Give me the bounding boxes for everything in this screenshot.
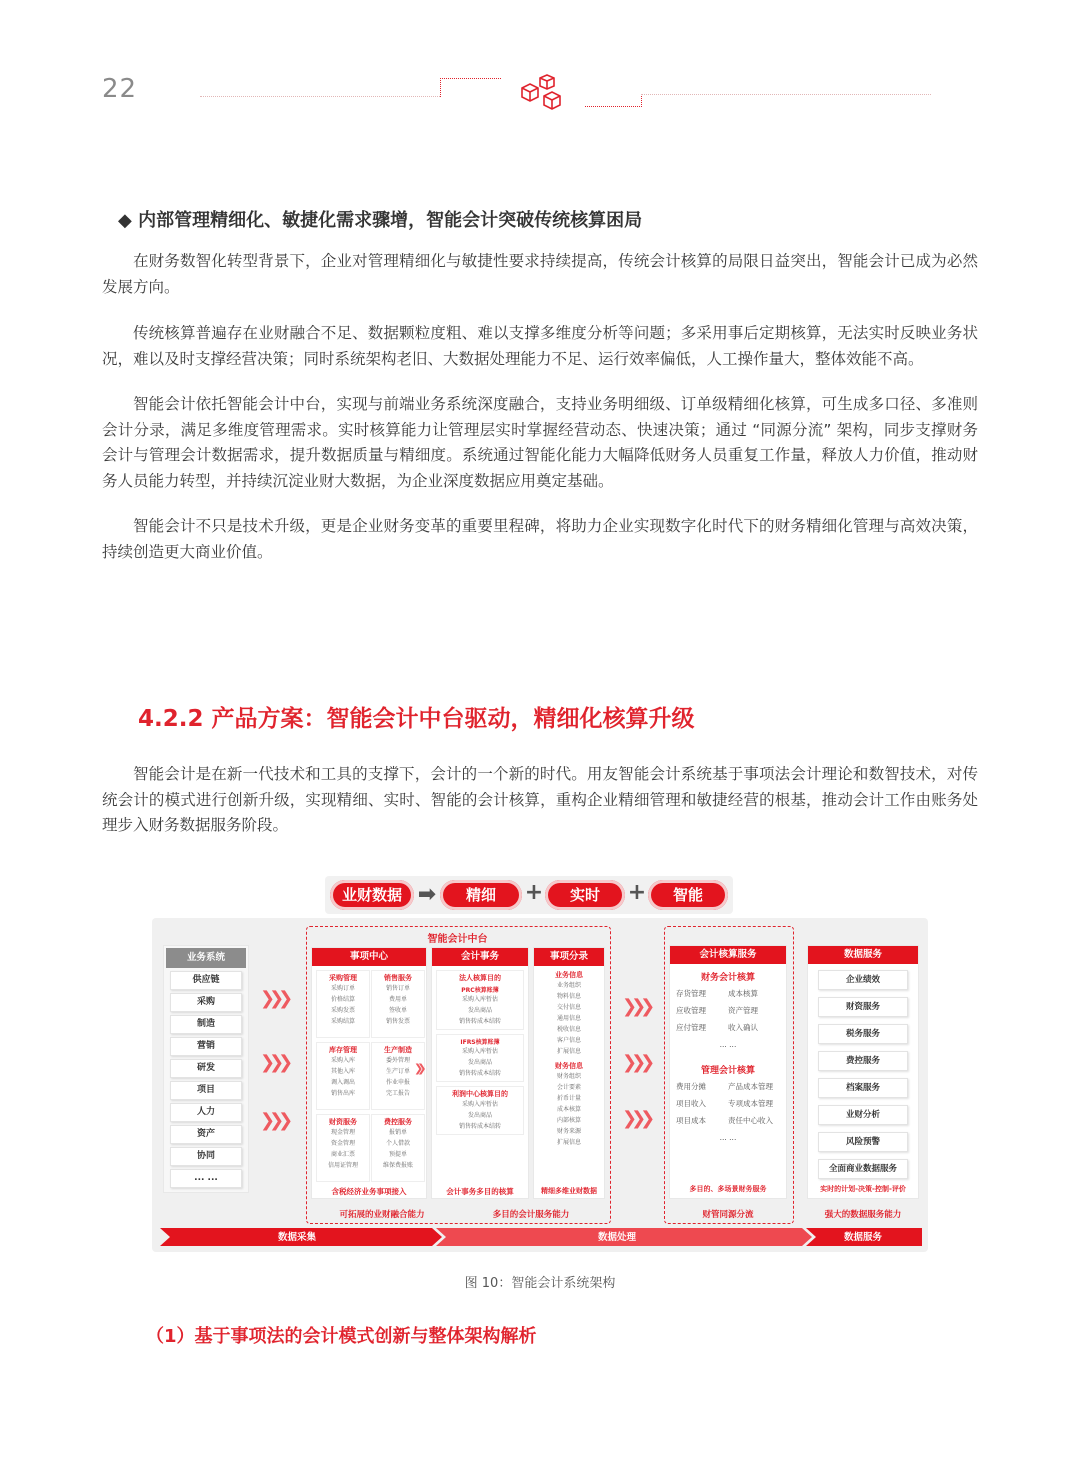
management-accounting-item: ... ... xyxy=(719,1133,737,1142)
data-service-panel xyxy=(808,946,918,1198)
affairs-group-subtitle: PRC核算账簿 xyxy=(461,987,499,994)
event-group xyxy=(371,1114,425,1182)
business-system-item: 供应链 xyxy=(170,971,242,990)
business-info-item: 交付信息 xyxy=(556,1004,581,1011)
event-group-item: 信用证管理 xyxy=(327,1162,358,1169)
management-accounting-title: 管理会计核算 xyxy=(700,1066,755,1076)
data-service-item: 财资服务 xyxy=(818,997,908,1017)
event-group-item: 预提单 xyxy=(388,1151,407,1158)
subheading-text: 内部管理精细化、敏捷化需求骤增，智能会计突破传统核算困局 xyxy=(138,210,643,231)
finance-info-item: 折币计量 xyxy=(556,1095,581,1102)
event-group-item: 其他入库 xyxy=(330,1068,355,1075)
affairs-group xyxy=(436,970,524,1030)
data-service-item: 全面商业数据服务 xyxy=(818,1159,908,1179)
event-group-item: 采购订单 xyxy=(330,985,355,992)
data-service-footer: 实时的计划-决策-控制-评价 xyxy=(820,1185,906,1193)
event-group-item: 采购结算 xyxy=(330,1018,355,1025)
event-group-item: 委外管理 xyxy=(385,1057,410,1064)
affairs-group-item: 发出商品 xyxy=(467,1112,492,1119)
business-info-item: 客户信息 xyxy=(556,1037,581,1044)
event-group-item: 调入调出 xyxy=(330,1079,355,1086)
paragraph-1: 在财务数智化转型背景下，企业对管理精细化与敏捷性要求持续提高，传统会计核算的局限日益突出，智能会计已成为必然发展方向。 xyxy=(102,252,978,296)
pill-business-data: 业财数据 xyxy=(330,880,414,910)
affairs-group-title: 法人核算目的 xyxy=(459,974,501,982)
header-step-left xyxy=(440,78,501,97)
page-number: 22 xyxy=(102,74,138,104)
finance-info-list xyxy=(534,1071,604,1148)
section-title: 4.2.2 产品方案：智能会计中台驱动，精细化核算升级 xyxy=(138,706,695,732)
header-rule-right xyxy=(641,94,931,95)
accounting-affairs-title: 会计事务 xyxy=(432,948,528,966)
same-source-split: 财管同源分流 xyxy=(702,1210,754,1220)
event-group-item: 报销单 xyxy=(388,1129,407,1136)
triple-chevron-icon: ❯❯❯ xyxy=(260,1110,288,1131)
accounting-service-panel xyxy=(670,946,786,1198)
business-system-item: 协同 xyxy=(170,1147,242,1166)
event-group-title: 销售服务 xyxy=(384,974,412,982)
arrow-right-icon: ➡ xyxy=(417,882,437,907)
affairs-group-item: 销售转成本结转 xyxy=(458,1018,501,1025)
cubes-logo-icon xyxy=(516,72,568,112)
finance-info-item: 成本核算 xyxy=(556,1106,581,1113)
accounting-affairs-panel xyxy=(432,948,528,1198)
plus-icon: + xyxy=(627,880,647,905)
finance-info-item: 财务组织 xyxy=(556,1073,581,1080)
finance-info-item: 内部核算 xyxy=(556,1117,581,1124)
affairs-group-item: 采购入库暂估 xyxy=(461,1048,498,1055)
event-group xyxy=(371,1042,425,1110)
business-systems-panel xyxy=(164,946,248,1192)
event-group-item: 个人借款 xyxy=(385,1140,410,1147)
event-center-title: 事项中心 xyxy=(312,948,426,966)
financial-accounting-item: 应收管理 xyxy=(676,1006,706,1015)
pill-realtime: 实时 xyxy=(545,880,625,910)
affairs-group-subtitle: IFRS核算账簿 xyxy=(460,1039,500,1046)
business-system-item: 营销 xyxy=(170,1037,242,1056)
middle-platform-title: 智能会计中台 xyxy=(427,934,488,945)
business-system-item: 资产 xyxy=(170,1125,242,1144)
plus-icon: + xyxy=(524,880,544,905)
management-accounting-items xyxy=(676,1080,780,1144)
event-group xyxy=(371,970,425,1038)
event-entries-footer: 精细多维业财数据 xyxy=(541,1187,597,1195)
data-service-item: 业财分析 xyxy=(818,1105,908,1125)
business-info-item: 扩展信息 xyxy=(556,1048,581,1055)
business-systems-list xyxy=(164,971,248,1188)
event-group-title: 生产制造 xyxy=(384,1046,412,1054)
business-system-item: 制造 xyxy=(170,1015,242,1034)
business-info-item: 通用信息 xyxy=(556,1015,581,1022)
event-center-panel xyxy=(312,948,426,1198)
event-group xyxy=(316,970,370,1038)
data-service-item: 风险预警 xyxy=(818,1132,908,1152)
event-group-item: 价格结算 xyxy=(330,996,355,1003)
business-system-item: 采购 xyxy=(170,993,242,1012)
event-group-title: 库存管理 xyxy=(329,1046,357,1054)
affairs-group xyxy=(436,1086,524,1135)
triple-chevron-icon: ❯❯❯ xyxy=(260,1052,288,1073)
accounting-service-title: 会计核算服务 xyxy=(670,946,786,964)
business-info-item: 业务组织 xyxy=(556,982,581,989)
event-group-title: 采购管理 xyxy=(329,974,357,982)
affairs-group-item: 销售转成本结转 xyxy=(458,1070,501,1077)
business-system-item: 研发 xyxy=(170,1059,242,1078)
pill-fine: 精细 xyxy=(440,880,522,910)
data-service-item: 费控服务 xyxy=(818,1051,908,1071)
flow-label-process: 数据处理 xyxy=(597,1232,636,1243)
small-chevron-icon: ❯❯ xyxy=(414,1062,421,1075)
flow-label-service: 数据服务 xyxy=(843,1232,882,1243)
multi-purpose-capability: 多目的会计服务能力 xyxy=(492,1210,570,1220)
business-system-item: 人力 xyxy=(170,1103,242,1122)
event-group-item: 采购发票 xyxy=(330,1007,355,1014)
data-service-item: 税务服务 xyxy=(818,1024,908,1044)
pill-smart: 智能 xyxy=(648,880,728,910)
financial-accounting-item: 收入确认 xyxy=(728,1023,758,1032)
finance-info-item: 会计要素 xyxy=(556,1084,581,1091)
finance-info-item: 财务来源 xyxy=(556,1128,581,1135)
event-group-item: 签收单 xyxy=(388,1007,407,1014)
management-accounting-item: 费用分摊 xyxy=(676,1082,706,1091)
subsection-title: （1）基于事项法的会计模式创新与整体架构解析 xyxy=(146,1326,537,1347)
event-group-title: 费控服务 xyxy=(384,1118,412,1126)
flow-label-collect: 数据采集 xyxy=(277,1232,316,1243)
data-service-title: 数据服务 xyxy=(808,946,918,964)
paragraph-4: 智能会计不只是技术升级，更是企业财务变革的重要里程碑，将助力企业实现数字化时代下的财务精细化管理与高效决策，持续创造更大商业价值。 xyxy=(102,517,978,561)
event-group xyxy=(316,1114,370,1182)
financial-accounting-item: 成本核算 xyxy=(728,989,758,998)
header-step-right xyxy=(585,94,642,107)
event-group-item: 商业汇票 xyxy=(330,1151,355,1158)
accounting-service-footer: 多目的、多场景财务服务 xyxy=(689,1185,767,1193)
affairs-group-item: 发出商品 xyxy=(467,1059,492,1066)
financial-accounting-title: 财务会计核算 xyxy=(700,973,755,983)
accounting-affairs-footer: 会计事务多目的核算 xyxy=(446,1187,514,1196)
business-info-list xyxy=(534,980,604,1057)
extensible-capability: 可拓展的业财融合能力 xyxy=(339,1210,425,1220)
paragraph-2: 传统核算普遍存在业财融合不足、数据颗粒度粗、难以支撑多维度分析等问题；多采用事后定期核算，无法实时反映业务状况，难以及时支撑经营决策；同时系统架构老旧、大数据处理能力不足、运行效率偏低，人工操作量大，整体效能不高。 xyxy=(102,324,978,368)
header-rule-left xyxy=(200,96,440,97)
event-entries-title: 事项分录 xyxy=(534,948,604,966)
management-accounting-item: 专项成本管理 xyxy=(728,1099,773,1108)
affairs-group-title: 利润中心核算目的 xyxy=(452,1090,508,1098)
business-system-item: ... ... xyxy=(170,1169,242,1188)
management-accounting-item: 责任中心收入 xyxy=(728,1116,773,1125)
triple-chevron-icon: ❯❯❯ xyxy=(622,996,650,1017)
event-group-item: 维保费报账 xyxy=(382,1162,413,1169)
finance-info-title: 财务信息 xyxy=(555,1062,583,1070)
event-group-item: 费用单 xyxy=(388,996,407,1003)
event-entries-panel xyxy=(534,948,604,1198)
affairs-group-item: 销售转成本结转 xyxy=(458,1123,501,1130)
data-service-item: 档案服务 xyxy=(818,1078,908,1098)
financial-accounting-item: 应付管理 xyxy=(676,1023,706,1032)
finance-info-item: 扩展信息 xyxy=(556,1139,581,1146)
data-service-items xyxy=(818,970,908,1179)
event-center-footer: 含税经济业务事项接入 xyxy=(331,1187,407,1196)
financial-accounting-item: ... ... xyxy=(719,1040,737,1049)
event-group-item: 资金管理 xyxy=(330,1140,355,1147)
event-group-item: 完工报告 xyxy=(385,1090,410,1097)
business-info-item: 物料信息 xyxy=(556,993,581,1000)
triple-chevron-icon: ❯❯❯ xyxy=(622,1052,650,1073)
event-group-item: 作业申报 xyxy=(385,1079,410,1086)
accounting-affairs-groups xyxy=(432,970,528,1135)
business-info-item: 税收信息 xyxy=(556,1026,581,1033)
affairs-group xyxy=(436,1034,524,1082)
event-group-item: 采购入库 xyxy=(330,1057,355,1064)
triple-chevron-icon: ❯❯❯ xyxy=(260,988,288,1009)
event-group-item: 销售出库 xyxy=(330,1090,355,1097)
business-systems-title: 业务系统 xyxy=(166,948,246,968)
management-accounting-item: 项目成本 xyxy=(676,1116,706,1125)
data-service-capability: 强大的数据服务能力 xyxy=(824,1210,902,1220)
financial-accounting-items xyxy=(676,987,780,1051)
financial-accounting-item: 资产管理 xyxy=(728,1006,758,1015)
business-info-title: 业务信息 xyxy=(555,971,583,979)
paragraph-3: 智能会计依托智能会计中台，实现与前端业务系统深度融合，支持业务明细级、订单级精细化核算，可生成多口径、多准则会计分录，满足多维度管理需求。实时核算能力让管理层实时掌握经营动态、快速决策；通过 “同源分流” 架构，同步支撑财务会计与管理会计数据需求，提升数据质量与精细度。系统通过智能化能力大幅降低财务人员重复工作量，释放人力价值，推动财务人员能力转型，并持续沉淀业财大数据，为企业深度数据应用奠定基础。 xyxy=(102,395,978,490)
triple-chevron-icon: ❯❯❯ xyxy=(622,1108,650,1129)
event-group-item: 销售发票 xyxy=(385,1018,410,1025)
event-group-item: 现金管理 xyxy=(330,1129,355,1136)
financial-accounting-item: 存货管理 xyxy=(676,989,706,998)
figure-caption: 图 10：智能会计系统架构 xyxy=(464,1276,616,1291)
affairs-group-item: 发出商品 xyxy=(467,1007,492,1014)
affairs-group-item: 采购入库暂估 xyxy=(461,996,498,1003)
management-accounting-item: 项目收入 xyxy=(676,1099,706,1108)
business-system-item: 项目 xyxy=(170,1081,242,1100)
section-paragraph: 智能会计是在新一代技术和工具的支撑下，会计的一个新的时代。用友智能会计系统基于事项法会计理论和数智技术，对传统会计的模式进行创新升级，实现精细、实时、智能的会计核算，重构企业精细管理和敏捷经营的根基，推动会计工作由账务处理步入财务数据服务阶段。 xyxy=(102,765,978,834)
event-group-item: 销售订单 xyxy=(385,985,410,992)
data-service-item: 企业绩效 xyxy=(818,970,908,990)
event-group-title: 财资服务 xyxy=(329,1118,357,1126)
subheading: ◆ 内部管理精细化、敏捷化需求骤增，智能会计突破传统核算困局 xyxy=(118,210,643,231)
affairs-group-item: 采购入库暂估 xyxy=(461,1101,498,1108)
architecture-diagram xyxy=(152,876,928,1252)
event-group-item: 生产订单 xyxy=(385,1068,410,1075)
management-accounting-item: 产品成本管理 xyxy=(728,1082,773,1091)
event-group xyxy=(316,1042,370,1110)
